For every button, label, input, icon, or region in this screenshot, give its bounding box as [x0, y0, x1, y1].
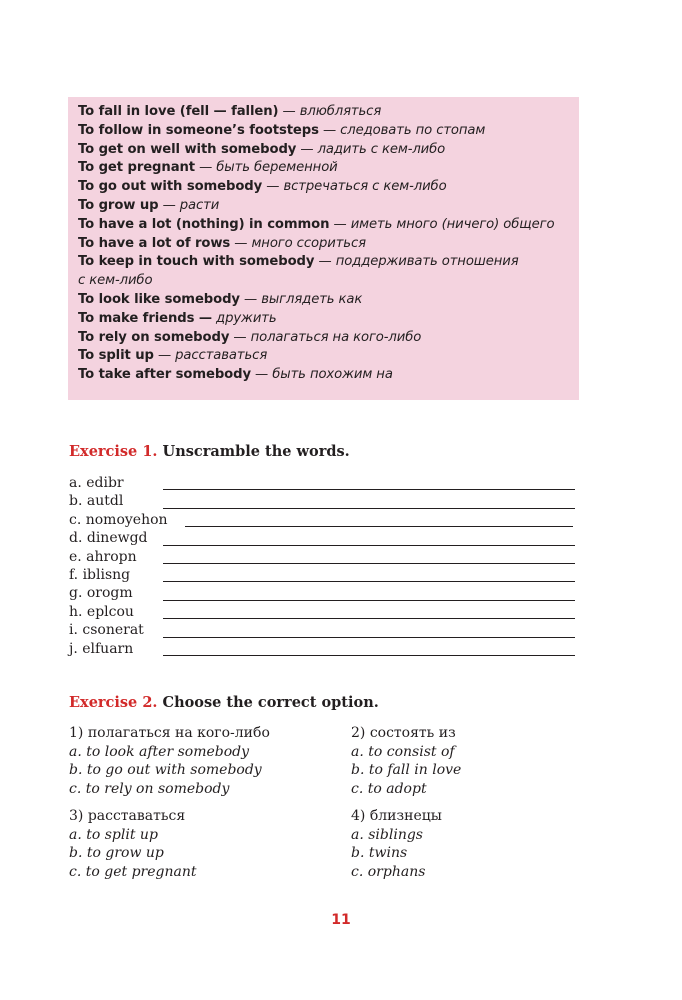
question-prompt: 3) расставаться — [69, 808, 186, 824]
vocab-phrase: To make friends — — [78, 310, 212, 326]
vocab-entry — [78, 329, 579, 348]
question-prompt: 4) близнецы — [351, 808, 442, 824]
question-block-1 — [69, 724, 270, 798]
answer-option[interactable]: c. to adopt — [351, 780, 427, 797]
vocab-translation: расти — [179, 197, 220, 213]
scrambled-word: b. autdl — [69, 493, 124, 510]
vocab-separator: — — [314, 254, 336, 270]
answer-line[interactable] — [163, 581, 575, 582]
scrambled-word: d. dinewgd — [69, 530, 148, 547]
vocab-entry — [78, 159, 579, 178]
vocab-phrase: To have a lot of rows — [78, 235, 231, 251]
vocab-phrase: To split up — [78, 348, 154, 364]
vocab-entry — [78, 291, 579, 310]
vocab-translation: поддерживать отношения — [335, 254, 519, 270]
vocab-translation: много ссориться — [251, 235, 366, 251]
vocab-translation: с кем-либо — [78, 273, 153, 289]
vocab-separator: — — [230, 235, 252, 251]
vocab-translation: расставаться — [175, 348, 268, 364]
answer-line[interactable] — [163, 563, 575, 564]
vocab-translation: следовать по стопам — [340, 122, 486, 138]
vocab-entry — [78, 235, 579, 254]
vocab-phrase: To follow in someone’s footsteps — [78, 122, 319, 138]
vocab-entry-continuation — [78, 272, 579, 291]
vocab-translation: иметь много (ничего) общего — [350, 216, 555, 232]
vocab-translation: влюбляться — [299, 104, 382, 119]
question-prompt: 1) полагаться на кого-либо — [69, 725, 270, 741]
vocab-entry — [78, 366, 579, 385]
vocab-phrase: To have a lot (nothing) in common — [78, 216, 330, 232]
vocab-entry — [78, 178, 579, 197]
vocab-entry — [78, 122, 579, 141]
answer-line[interactable] — [163, 637, 575, 638]
vocab-entry — [78, 197, 579, 216]
vocab-separator: — — [329, 216, 351, 232]
answer-line[interactable] — [163, 655, 575, 656]
vocab-entry — [78, 141, 579, 160]
question-block-3 — [69, 807, 196, 881]
scrambled-word: f. iblisng — [69, 566, 131, 583]
vocab-entry — [78, 253, 579, 272]
exercise-number: Exercise 1. — [69, 443, 158, 460]
scrambled-word: g. orogm — [69, 585, 133, 602]
vocab-separator: — — [158, 197, 180, 213]
vocab-entry — [78, 216, 579, 235]
answer-option[interactable]: b. to go out with somebody — [69, 762, 262, 779]
list-item — [69, 640, 577, 658]
exercise-2-heading — [69, 694, 379, 711]
vocab-phrase: To fall in love (fell — fallen) — [78, 104, 279, 119]
exercise-instruction: Unscramble the words. — [162, 443, 350, 460]
answer-line[interactable] — [163, 508, 575, 509]
vocab-entry — [78, 347, 579, 366]
list-item — [69, 548, 577, 566]
vocab-phrase: To get pregnant — [78, 160, 195, 176]
scrambled-word: j. elfuarn — [69, 640, 134, 657]
vocab-phrase: To look like somebody — [78, 291, 240, 307]
vocab-translation: быть похожим на — [272, 367, 393, 383]
answer-option[interactable]: c. to rely on somebody — [69, 780, 230, 797]
answer-option[interactable]: b. twins — [351, 845, 408, 862]
list-item — [69, 621, 577, 639]
vocab-translation: встречаться с кем-либо — [283, 179, 447, 195]
answer-line[interactable] — [163, 618, 575, 619]
vocab-translation: выглядеть как — [261, 291, 363, 307]
vocab-entry — [78, 310, 579, 329]
scrambled-word: h. eplcou — [69, 603, 134, 620]
vocab-entry — [78, 103, 579, 122]
answer-line[interactable] — [163, 600, 575, 601]
vocab-phrase: To keep in touch with somebody — [78, 254, 315, 270]
answer-line[interactable] — [163, 545, 575, 546]
list-item — [69, 511, 577, 529]
vocab-separator: — — [229, 329, 251, 345]
scrambled-word: i. csonerat — [69, 622, 144, 639]
question-block-4 — [351, 807, 442, 881]
answer-option[interactable]: b. to grow up — [69, 845, 164, 862]
vocabulary-box — [68, 97, 579, 400]
vocab-phrase: To get on well with somebody — [78, 141, 297, 157]
vocab-separator: — — [278, 104, 300, 119]
list-item — [69, 474, 577, 492]
vocab-phrase: To grow up — [78, 197, 159, 213]
list-item — [69, 603, 577, 621]
answer-option[interactable]: a. to split up — [69, 826, 158, 843]
answer-option[interactable]: a. to consist of — [351, 743, 455, 760]
vocab-translation: быть беременной — [216, 160, 338, 176]
question-prompt: 2) состоять из — [351, 725, 456, 741]
vocab-separator: — — [318, 122, 341, 138]
exercise-1-heading — [69, 443, 350, 460]
vocab-translation: дружить — [216, 310, 277, 326]
unscramble-list — [69, 474, 577, 658]
exercise-number: Exercise 2. — [69, 694, 158, 711]
answer-option[interactable]: c. to get pregnant — [69, 863, 197, 880]
vocab-phrase: To go out with somebody — [78, 179, 263, 195]
vocab-separator: — — [239, 291, 262, 307]
exercise-instruction: Choose the correct option. — [162, 694, 379, 711]
question-block-2 — [351, 724, 461, 798]
list-item — [69, 566, 577, 584]
vocab-separator: — — [262, 179, 284, 195]
vocab-separator: — — [153, 348, 176, 364]
answer-option[interactable]: a. to look after somebody — [69, 743, 250, 760]
vocab-separator: — — [250, 367, 273, 383]
list-item — [69, 584, 577, 602]
vocab-translation: полагаться на кого-либо — [250, 329, 422, 345]
page-number: 11 — [331, 912, 351, 928]
vocab-translation: ладить с кем-либо — [317, 141, 446, 157]
vocab-phrase: To take after somebody — [78, 367, 251, 383]
vocab-separator: — — [296, 141, 318, 157]
answer-option[interactable]: a. siblings — [351, 826, 423, 843]
vocab-phrase: To rely on somebody — [78, 329, 230, 345]
scrambled-word: c. nomoyehon — [69, 511, 168, 528]
answer-line[interactable] — [163, 489, 575, 490]
list-item — [69, 529, 577, 547]
scrambled-word: a. edibr — [69, 475, 124, 491]
answer-option[interactable]: b. to fall in love — [351, 762, 462, 779]
scrambled-word: e. ahropn — [69, 548, 137, 565]
list-item — [69, 492, 577, 510]
answer-option[interactable]: c. orphans — [351, 863, 426, 880]
vocab-separator: — — [194, 160, 217, 176]
answer-line[interactable] — [185, 526, 573, 527]
